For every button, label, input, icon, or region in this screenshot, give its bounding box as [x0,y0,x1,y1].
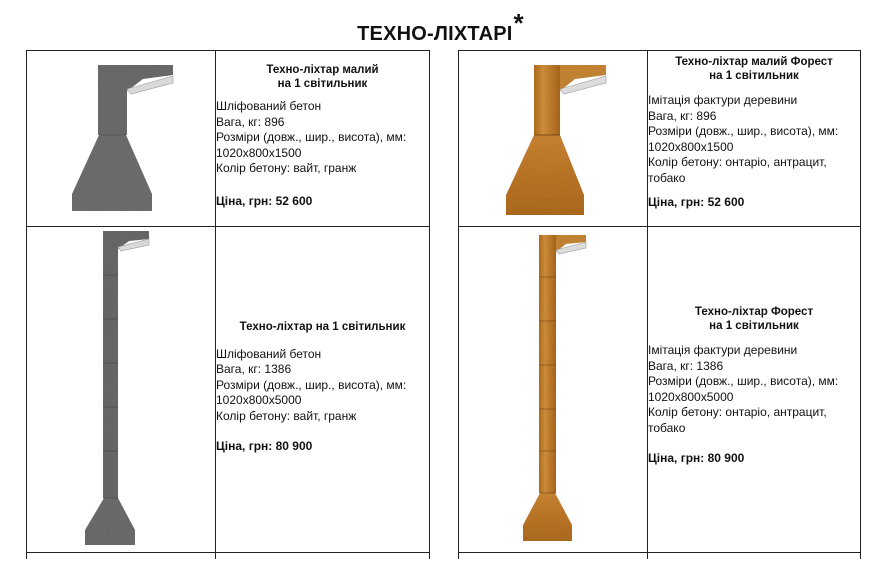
product-size-value: 1020x800x1500 [216,145,302,160]
product-image-cell [27,227,216,553]
product-weight: Вага, кг: 896 [216,114,285,129]
product-size-value: 1020x800x5000 [216,393,302,407]
right-products-table [458,50,861,559]
product-colors: Колір бетону: онтаріо, антрацит, [648,155,827,169]
product-colors-cont: тобако [648,420,686,435]
title-asterisk: * [513,8,524,38]
product-title [216,321,429,335]
product-title [216,64,429,91]
product-title-line: Техно-ліхтар Форест [694,306,814,318]
short-concrete-lamp-icon [27,51,216,226]
product-weight: Вага, кг: 1386 [216,362,292,376]
table-row [27,51,430,227]
product-weight: Вага, кг: 1386 [648,358,724,373]
product-title [648,306,860,333]
product-material: Шліфований бетон [216,99,322,113]
table-row [27,553,430,560]
product-material: Імітація фактури деревини [648,93,798,107]
product-colors-cont: тобако [648,170,686,185]
product-colors: Колір бетону: вайт, гранж [216,408,357,423]
product-weight: Вага, кг: 896 [648,108,717,123]
product-size-label: Розміри (довж., шир., висота), мм: [648,124,839,138]
product-size-label: Розміри (довж., шир., висота), мм: [216,130,407,144]
product-description-cell [216,51,430,227]
table-row [459,227,861,553]
product-colors: Колір бетону: онтаріо, антрацит, [648,405,827,419]
product-title-line: на 1 світильник [709,319,799,332]
product-image-cell [459,51,648,227]
product-material: Імітація фактури деревини [648,343,798,357]
product-title-line: Техно-ліхтар малий [266,64,379,76]
product-image-cell [459,227,648,553]
product-image-cell [27,51,216,227]
product-price: Ціна, грн: 80 900 [216,439,313,453]
product-description-cell [648,227,861,553]
product-description-cell [648,51,861,227]
product-title-line: на 1 світильник [277,77,368,90]
tall-concrete-lamp-icon [27,227,216,552]
product-price: Ціна, грн: 52 600 [648,195,745,209]
product-price: Ціна, грн: 52 600 [216,193,313,208]
tall-wood-lamp-icon [459,227,648,552]
product-material: Шліфований бетон [216,346,322,361]
page-title-text: ТЕХНО-ЛІХТАРІ [357,23,513,45]
left-products-table [26,50,430,559]
product-size-value: 1020x800x5000 [648,389,734,404]
page-title [0,8,881,47]
product-title [648,56,860,83]
product-size-label: Розміри (довж., шир., висота), мм: [648,374,839,388]
product-price: Ціна, грн: 80 900 [648,451,745,465]
table-row [459,51,861,227]
product-title-line: Техно-ліхтар малий Форест [675,56,833,68]
product-colors: Колір бетону: вайт, гранж [216,161,357,175]
product-description-cell [216,227,430,553]
table-row [459,553,861,560]
short-wood-lamp-icon [459,51,648,226]
product-title-line: на 1 світильник [709,69,799,82]
product-size-value: 1020x800x1500 [648,139,734,154]
table-row [27,227,430,553]
product-title-line: Техно-ліхтар на 1 світильник [239,321,406,333]
product-size-label: Розміри (довж., шир., висота), мм: [216,377,407,392]
